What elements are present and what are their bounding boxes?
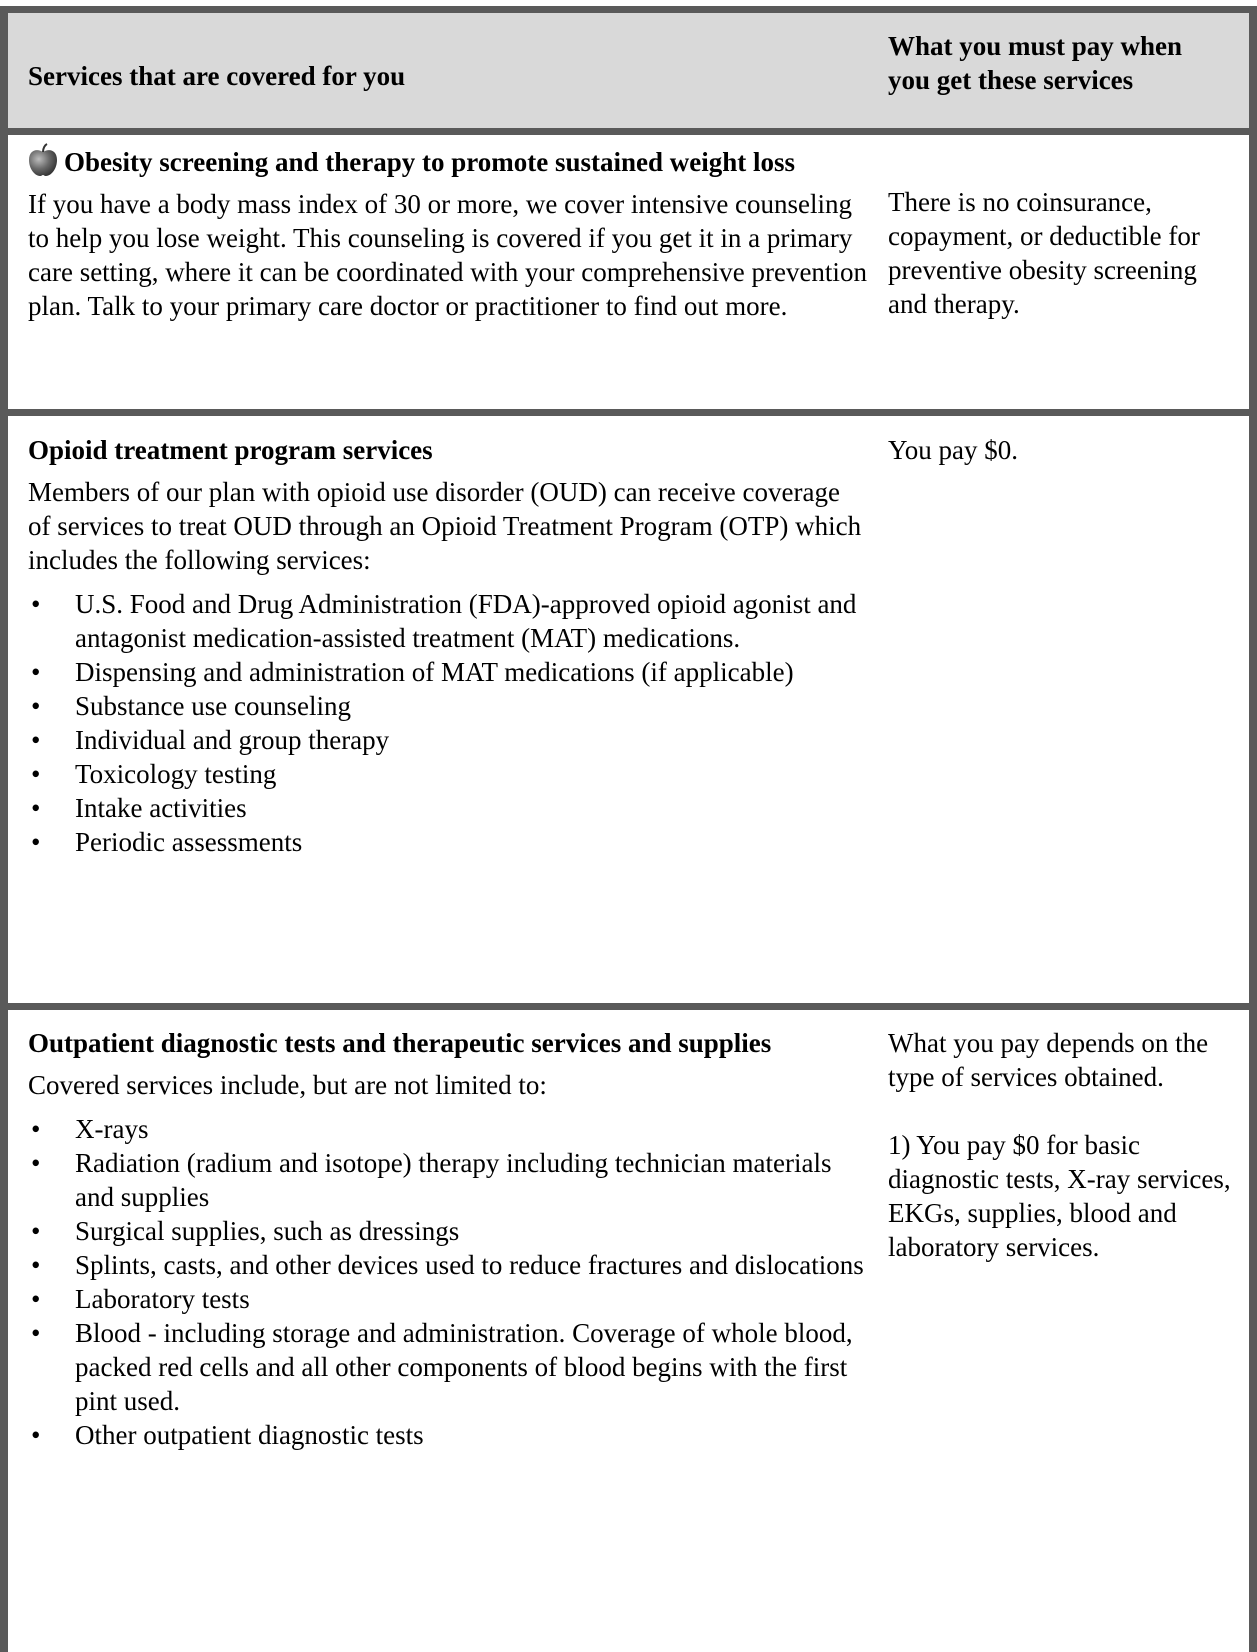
service-title: Opioid treatment program services: [28, 435, 433, 465]
service-description: [28, 1026, 868, 1452]
service-description: [28, 143, 868, 333]
list-item: • Intake activities: [28, 791, 868, 825]
apple-icon: [28, 143, 58, 177]
payment-column: [888, 1026, 1238, 1264]
service-body: Members of our plan with opioid use disorder (OUD) can receive coverage of services to treat OUD through an Opioid Treatment Program (OTP) which includes the following services:: [28, 477, 862, 575]
service-description: [28, 433, 868, 859]
header-services: Services that are covered for you: [28, 61, 406, 91]
list-item: • Dispensing and administration of MAT medications (if applicable): [28, 655, 868, 689]
header-payment: [888, 29, 1238, 97]
service-bullet-list: [28, 1112, 868, 1452]
service-body: Covered services include, but are not limited to:: [28, 1070, 547, 1100]
payment-text: You pay $0.: [888, 435, 1019, 465]
payment-text: What you pay depends on the type of services obtained.: [888, 1028, 1209, 1092]
header-payment-line1: What you must pay when: [888, 31, 1183, 61]
list-item: • X-rays: [28, 1112, 868, 1146]
list-item: • Periodic assessments: [28, 825, 868, 859]
service-title: Outpatient diagnostic tests and therapeutic services and supplies: [28, 1028, 772, 1058]
service-bullet-list: [28, 587, 868, 859]
table-header: [8, 13, 1249, 135]
list-item: • Individual and group therapy: [28, 723, 868, 757]
row-divider: [8, 1003, 1249, 1010]
service-title: Obesity screening and therapy to promote sustained weight loss: [28, 143, 868, 179]
list-item: • Other outpatient diagnostic tests: [28, 1418, 868, 1452]
list-item: • Radiation (radium and isotope) therapy including technician materials and supplies: [28, 1146, 868, 1214]
header-payment-line2: you get these services: [888, 65, 1134, 95]
payment-text: There is no coinsurance, copayment, or deductible for preventive obesity screening and therapy.: [888, 187, 1200, 319]
list-item: • Blood - including storage and administration. Coverage of whole blood, packed red cells and all other components of blood begins with the first pint used.: [28, 1316, 868, 1418]
list-item: • Substance use counseling: [28, 689, 868, 723]
row-divider: [8, 409, 1249, 416]
list-item: • Surgical supplies, such as dressings: [28, 1214, 868, 1248]
payment-detail: 1) You pay $0 for basic diagnostic tests, X-ray services, EKGs, supplies, blood and laboratory services.: [888, 1130, 1231, 1262]
list-item: • Toxicology testing: [28, 757, 868, 791]
list-item: • Laboratory tests: [28, 1282, 868, 1316]
list-item: • Splints, casts, and other devices used to reduce fractures and dislocations: [28, 1248, 868, 1282]
coverage-table: [0, 6, 1257, 1652]
list-item: • U.S. Food and Drug Administration (FDA)-approved opioid agonist and antagonist medication-assisted treatment (MAT) medications.: [28, 587, 868, 655]
service-body: If you have a body mass index of 30 or more, we cover intensive counseling to help you lose weight. This counseling is covered if you get it in a primary care setting, where it can be coordinated with your comprehensive prevention plan. Talk to your primary care doctor or practitioner to find out more.: [28, 189, 867, 321]
